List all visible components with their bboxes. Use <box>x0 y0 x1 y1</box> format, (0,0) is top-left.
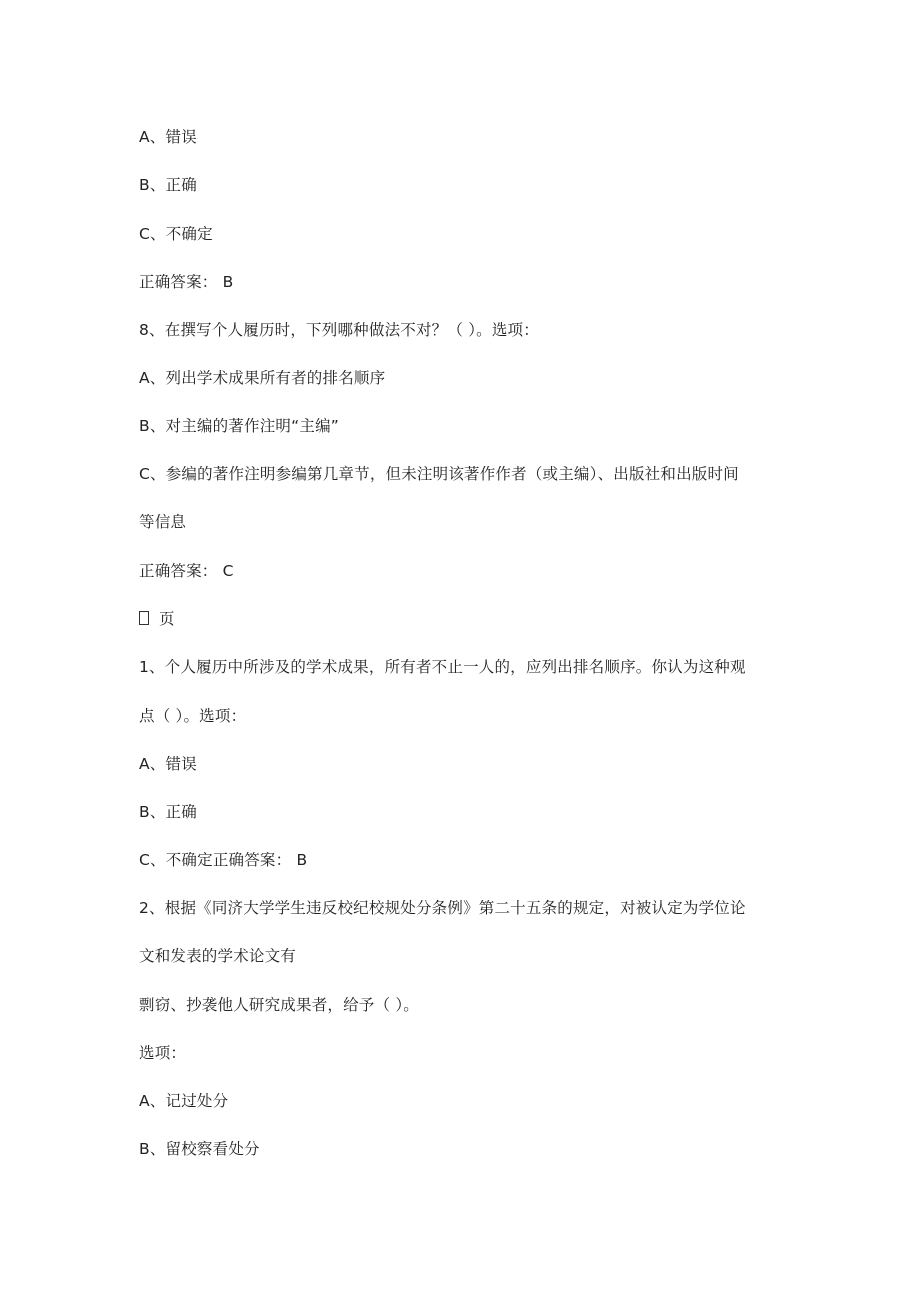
correct-answer-text: 正确答案： B <box>139 273 234 291</box>
question-2-text: 2、根据《同济大学学生违反校纪校规处分条例》第二十五条的规定，对被认定为学位论 <box>139 899 746 917</box>
question-1-text: 1、个人履历中所涉及的学术成果，所有者不止一人的，应列出排名顺序。你认为这种观 <box>139 658 746 676</box>
question-2-continuation-text: 文和发表的学术论文有 <box>139 947 297 965</box>
question-8-text: 8、在撰写个人履历时，下列哪种做法不对？（ ）。选项： <box>139 321 539 339</box>
page-heading <box>139 609 175 629</box>
question-2-continuation-text: 剽窃、抄袭他人研究成果者，给予（ ）。 <box>139 996 419 1014</box>
page-heading-label: 页 <box>159 610 175 628</box>
missing-glyph-icon <box>139 611 149 625</box>
option-b-text: B、正确 <box>139 176 197 194</box>
option-c-text: C、参编的著作注明参编第几章节，但未注明该著作作者（或主编）、出版社和出版时间 <box>139 465 739 483</box>
option-c-text: C、不确定正确答案： B <box>139 851 308 869</box>
option-c-text: C、不确定 <box>139 225 213 243</box>
option-a-text: A、错误 <box>139 755 197 773</box>
option-c-continuation-text: 等信息 <box>139 513 187 531</box>
correct-answer-text: 正确答案： C <box>139 562 234 580</box>
option-b-text: B、对主编的著作注明“主编” <box>139 417 339 435</box>
option-a-text: A、错误 <box>139 128 197 146</box>
question-1-continuation-text: 点（ ）。选项： <box>139 707 247 725</box>
option-a-text: A、记过处分 <box>139 1092 229 1110</box>
options-label-text: 选项： <box>139 1044 187 1062</box>
option-b-text: B、留校察看处分 <box>139 1140 260 1158</box>
option-b-text: B、正确 <box>139 803 197 821</box>
option-a-text: A、列出学术成果所有者的排名顺序 <box>139 369 386 387</box>
